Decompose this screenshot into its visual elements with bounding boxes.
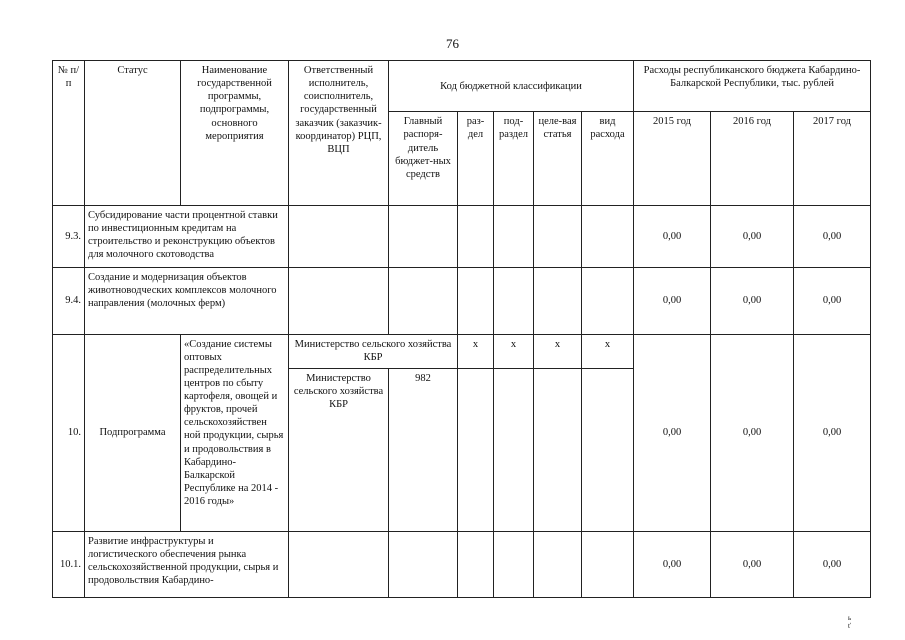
value-2015: 0,00	[634, 531, 711, 597]
expense-type-cell	[582, 531, 634, 597]
row-description: Субсидирование части процентной ставки по инвестиционным кредитам на строительство и реконструкцию объектов для молочного скотоводства	[85, 205, 289, 267]
header-target-article: целе-вая статья	[534, 112, 582, 206]
razdel-cell	[458, 368, 494, 531]
row-number: 10.1.	[53, 531, 85, 597]
value-2015: 0,00	[634, 268, 711, 334]
header-razdel: раз-дел	[458, 112, 494, 206]
budget-table	[52, 60, 871, 598]
podrazdel-cell	[494, 205, 534, 267]
podrazdel-cell	[494, 268, 534, 334]
podrazdel-cell	[494, 531, 534, 597]
value-2016: 0,00	[711, 268, 794, 334]
razdel-cell	[458, 531, 494, 597]
target-cell	[534, 268, 582, 334]
target-cell	[534, 368, 582, 531]
podrazdel-cell	[494, 368, 534, 531]
expense-type-cell	[582, 268, 634, 334]
header-podrazdel: под-раздел	[494, 112, 534, 206]
header-expense-type: вид расхода	[582, 112, 634, 206]
expense-type-x: x	[582, 334, 634, 368]
value-2017: 0,00	[794, 334, 871, 531]
row-number: 9.3.	[53, 205, 85, 267]
row-number: 9.4.	[53, 268, 85, 334]
value-2016: 0,00	[711, 334, 794, 531]
table-row	[53, 334, 871, 368]
scan-marks: ь ť	[848, 614, 872, 630]
executor-ministry: Министерство сельского хозяйства КБР	[289, 368, 389, 531]
header-executor: Ответственный исполнитель, соисполнитель, государственный заказчик (заказчик-координатор) РЦП, ВЦП	[289, 61, 389, 206]
table-row	[53, 205, 871, 267]
header-status: Статус	[85, 61, 181, 206]
value-2017: 0,00	[794, 205, 871, 267]
header-year-2017: 2017 год	[794, 112, 871, 206]
header-num: № п/п	[53, 61, 85, 206]
executor-cell	[289, 531, 389, 597]
value-2017: 0,00	[794, 531, 871, 597]
executor-cell	[289, 268, 389, 334]
grbs-cell	[389, 268, 458, 334]
target-cell	[534, 205, 582, 267]
header-name: Наименование государственной программы, подпрограммы, основного мероприятия	[181, 61, 289, 206]
header-year-2016: 2016 год	[711, 112, 794, 206]
grbs-cell	[389, 205, 458, 267]
grbs-code: 982	[389, 368, 458, 531]
table-row	[53, 531, 871, 597]
row-description: Развитие инфраструктуры и логистического обеспечения рынка сельскохозяйственной продукции, сырья и продовольствия Кабардино-	[85, 531, 289, 597]
header-expenses: Расходы республиканского бюджета Кабардино-Балкарской Республики, тыс. рублей	[634, 61, 871, 112]
razdel-cell	[458, 268, 494, 334]
expense-type-cell	[582, 368, 634, 531]
target-cell	[534, 531, 582, 597]
table-row	[53, 268, 871, 334]
ministry-full-name: Министерство сельского хозяйства КБР	[289, 334, 458, 368]
value-2016: 0,00	[711, 205, 794, 267]
executor-cell	[289, 205, 389, 267]
row-status: Подпрограмма	[85, 334, 181, 531]
row-description: Создание и модернизация объектов животноводческих комплексов молочного направления (молочных ферм)	[85, 268, 289, 334]
value-2016: 0,00	[711, 531, 794, 597]
value-2017: 0,00	[794, 268, 871, 334]
podrazdel-x: x	[494, 334, 534, 368]
value-2015: 0,00	[634, 205, 711, 267]
grbs-cell	[389, 531, 458, 597]
header-budget-code: Код бюджетной классификации	[389, 61, 634, 112]
razdel-x: x	[458, 334, 494, 368]
value-2015: 0,00	[634, 334, 711, 531]
razdel-cell	[458, 205, 494, 267]
row-program-name: «Создание системы оптовых распределительных центров по сбыту картофеля, овощей и фруктов, прочей сельскохозяйствен ной продукции, сырья и продовольствия в Кабардино-Балкарской Республике на 2014 - 2016 годы»	[181, 334, 289, 531]
row-number: 10.	[53, 334, 85, 531]
header-grbs: Главный распоря-дитель бюджет-ных средств	[389, 112, 458, 206]
target-x: x	[534, 334, 582, 368]
page-number: 76	[446, 36, 459, 51]
header-year-2015: 2015 год	[634, 112, 711, 206]
expense-type-cell	[582, 205, 634, 267]
